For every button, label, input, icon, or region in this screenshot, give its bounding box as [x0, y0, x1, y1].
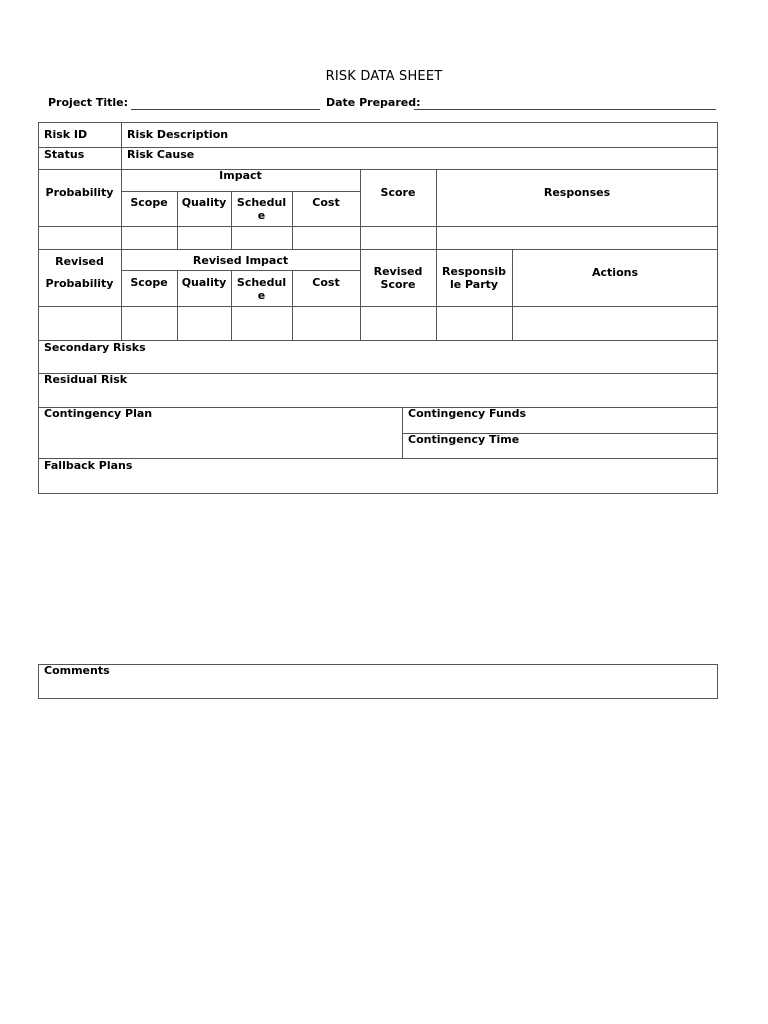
- col-divider: [436, 249, 437, 340]
- revised-probability-label: Probability: [45, 277, 114, 290]
- comments-box: [38, 664, 718, 699]
- impact-subheader-divider: [121, 191, 360, 192]
- actions-label: Actions: [592, 266, 638, 279]
- fallback-plans-label: Fallback Plans: [44, 459, 133, 472]
- col-divider: [512, 249, 513, 340]
- date-prepared-label: Date Prepared:: [326, 96, 421, 109]
- col-divider: [360, 169, 361, 249]
- col-divider: [402, 407, 403, 458]
- risk-id-label: Risk ID: [44, 128, 88, 141]
- row-divider: [38, 226, 718, 227]
- probability-label: Probability: [45, 186, 114, 199]
- responsible-party-label: Responsib le Party: [442, 265, 506, 291]
- revised-quality-label: Quality: [181, 276, 227, 289]
- date-prepared-field[interactable]: [414, 109, 716, 110]
- row-divider: [38, 458, 718, 459]
- project-title-field[interactable]: [131, 109, 320, 110]
- cost-label: Cost: [312, 196, 340, 209]
- revised-label: Revised: [55, 255, 104, 268]
- project-title-label: Project Title:: [48, 96, 129, 109]
- revised-score-label: Revised Score: [373, 265, 423, 291]
- comments-label: Comments: [44, 664, 110, 677]
- row-divider: [38, 373, 718, 374]
- contingency-time-label: Contingency Time: [408, 433, 520, 446]
- risk-description-label: Risk Description: [127, 128, 229, 141]
- status-label: Status: [44, 148, 85, 161]
- col-divider: [436, 169, 437, 249]
- row-divider: [38, 249, 718, 250]
- row-divider: [38, 306, 718, 307]
- contingency-plan-label: Contingency Plan: [44, 407, 153, 420]
- secondary-risks-label: Secondary Risks: [44, 341, 146, 354]
- score-label: Score: [380, 186, 416, 199]
- risk-cause-label: Risk Cause: [127, 148, 195, 161]
- scope-label: Scope: [130, 196, 168, 209]
- residual-risk-label: Residual Risk: [44, 373, 128, 386]
- quality-label: Quality: [181, 196, 227, 209]
- schedule-label: Schedul e: [236, 196, 287, 222]
- revised-impact-subheader-divider: [121, 270, 360, 271]
- revised-scope-label: Scope: [130, 276, 168, 289]
- col-divider: [121, 122, 122, 340]
- impact-label: Impact: [219, 169, 262, 182]
- revised-impact-label: Revised Impact: [192, 254, 289, 267]
- revised-schedule-label: Schedul e: [236, 276, 287, 302]
- col-divider: [360, 249, 361, 340]
- revised-cost-label: Cost: [312, 276, 340, 289]
- contingency-funds-label: Contingency Funds: [408, 407, 527, 420]
- document-title: RISK DATA SHEET: [325, 69, 443, 84]
- responses-label: Responses: [543, 186, 611, 199]
